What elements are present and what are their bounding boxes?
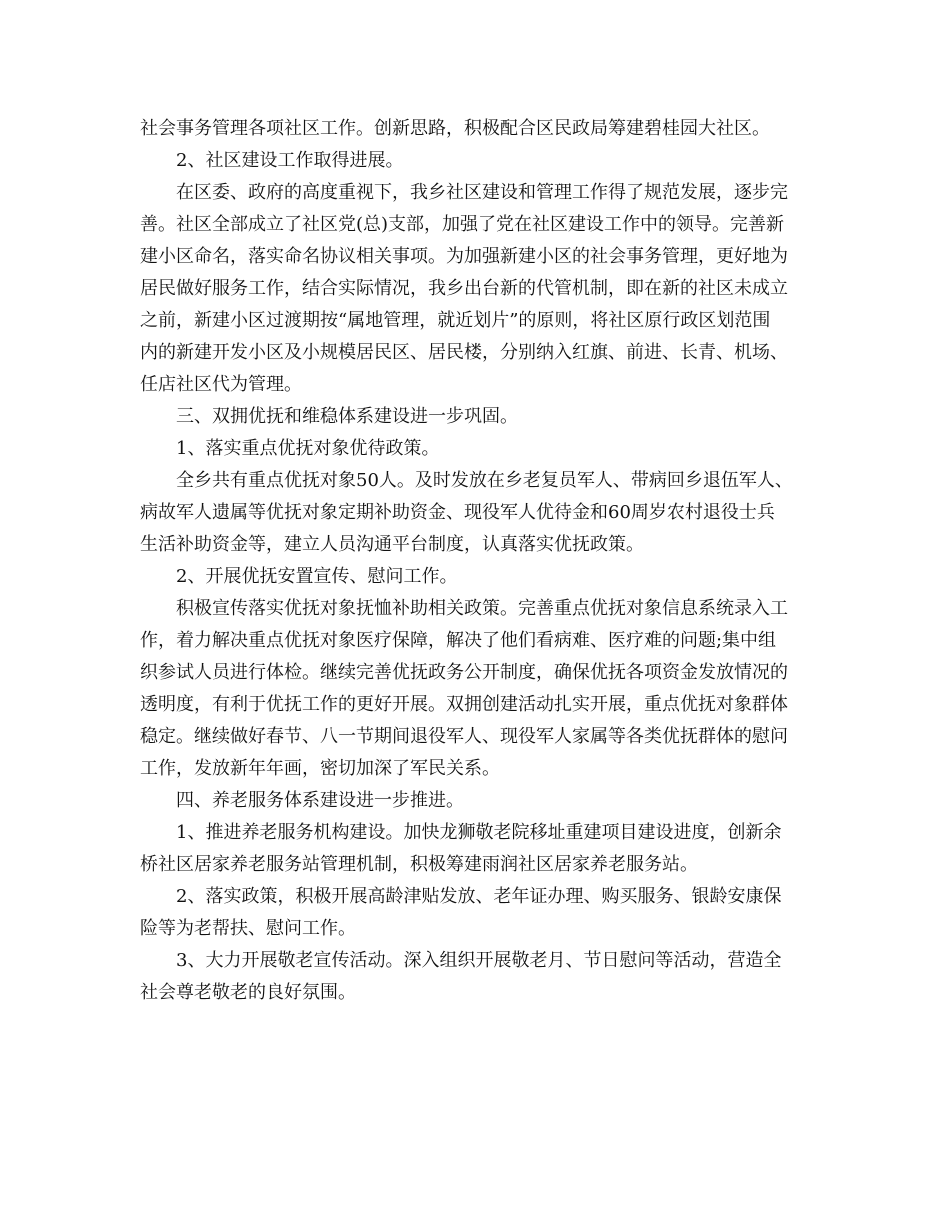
text-line: 工作，发放新年年画，密切加深了军民关系。	[140, 758, 500, 779]
text-line: 1、落实重点优抚对象优待政策。	[176, 438, 440, 459]
text-line: 在区委、政府的高度重视下，我乡社区建设和管理工作得了规范发展，逐步完	[176, 182, 788, 203]
text-line: 之前，新建小区过渡期按“属地管理，就近划片”的原则，将社区原行政区划范围	[140, 310, 771, 331]
text-line: 病故军人遗属等优抚对象定期补助资金、现役军人优待金和60周岁农村退役士兵	[140, 502, 775, 523]
text-line: 透明度，有利于优抚工作的更好开展。双拥创建活动扎实开展，重点优抚对象群体	[140, 694, 788, 715]
text-line: 善。社区全部成立了社区党(总)支部，加强了党在社区建设工作中的领导。完善新	[140, 214, 785, 235]
text-line: 2、落实政策，积极开展高龄津贴发放、老年证办理、购买服务、银龄安康保	[176, 886, 782, 907]
document-body	[140, 113, 820, 1009]
text-line: 织参试人员进行体检。继续完善优抚政务公开制度，确保优抚各项资金发放情况的	[140, 662, 788, 683]
text-line: 桥社区居家养老服务站管理机制，积极筹建雨润社区居家养老服务站。	[140, 854, 698, 875]
text-line: 3、大力开展敬老宣传活动。深入组织开展敬老月、节日慰问等活动，营造全	[176, 950, 782, 971]
text-line: 积极宣传落实优抚对象抚恤补助相关政策。完善重点优抚对象信息系统录入工	[176, 598, 788, 619]
text-line: 社会事务管理各项社区工作。创新思路，积极配合区民政局筹建碧桂园大社区。	[140, 118, 770, 139]
text-line: 社会尊老敬老的良好氛围。	[140, 982, 356, 1003]
text-line: 居民做好服务工作，结合实际情况，我乡出台新的代管机制，即在新的社区未成立	[140, 278, 788, 299]
text-line: 内的新建开发小区及小规模居民区、居民楼，分别纳入红旗、前进、长青、机场、	[140, 342, 788, 363]
text-line: 2、社区建设工作取得进展。	[176, 150, 404, 171]
text-line: 2、开展优抚安置宣传、慰问工作。	[176, 566, 458, 587]
text-line: 全乡共有重点优抚对象50人。及时发放在乡老复员军人、带病回乡退伍军人、	[176, 470, 793, 491]
text-line: 四、养老服务体系建设进一步推进。	[176, 790, 464, 811]
text-line: 稳定。继续做好春节、八一节期间退役军人、现役军人家属等各类优抚群体的慰问	[140, 726, 788, 747]
text-line: 1、推进养老服务机构建设。加快龙狮敬老院移址重建项目建设进度，创新余	[176, 822, 782, 843]
text-line: 任店社区代为管理。	[140, 374, 302, 395]
text-line: 生活补助资金等，建立人员沟通平台制度，认真落实优抚政策。	[140, 534, 644, 555]
text-line: 作，着力解决重点优抚对象医疗保障，解决了他们看病难、医疗难的问题;集中组	[140, 630, 777, 651]
text-line: 建小区命名，落实命名协议相关事项。为加强新建小区的社会事务管理，更好地为	[140, 246, 788, 267]
text-line: 三、双拥优抚和维稳体系建设进一步巩固。	[176, 406, 518, 427]
text-line: 险等为老帮扶、慰问工作。	[140, 918, 356, 939]
